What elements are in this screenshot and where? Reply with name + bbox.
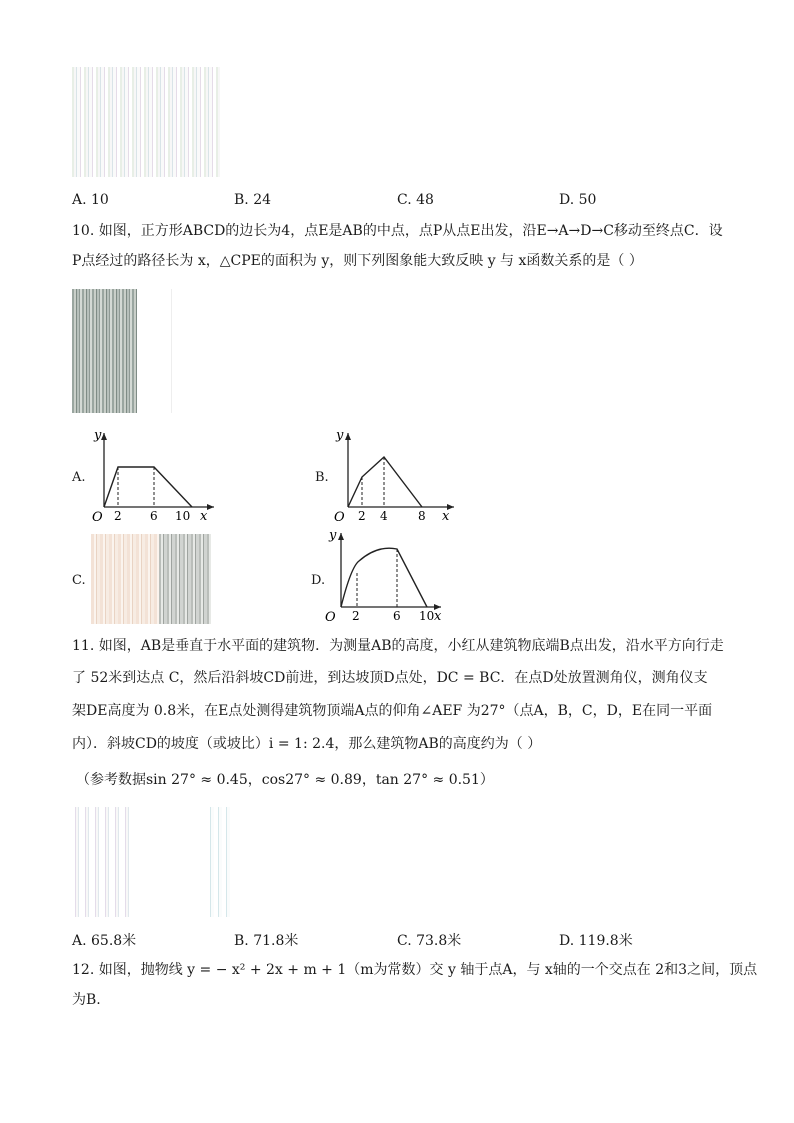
q12-text-line-1: 12. 如图，抛物线 y = − x² + 2x + m + 1（m为常数）交 y 轴于点A，与 x轴的一个交点在 2和3之间，顶点 — [72, 962, 758, 978]
q9-option-b[interactable]: B. 24 — [234, 192, 272, 208]
q10-option-a-label[interactable]: A. — [72, 470, 86, 485]
q11-option-a[interactable]: A. 65.8米 — [72, 933, 137, 949]
q11-reference-data: （参考数据sin 27° ≈ 0.45，cos27° ≈ 0.89，tan 27° ≈ 0.51） — [76, 772, 494, 788]
q10-text-line-2: P点经过的路径长为 x，△CPE的面积为 y，则下列图象能大致反映 y 与 x函数关系的是（ ） — [72, 253, 643, 269]
q10-option-c-label[interactable]: C. — [72, 573, 86, 588]
graph-d-tick-2: 2 — [352, 609, 360, 623]
graph-b-tick-8: 8 — [418, 509, 426, 523]
q11-text-line-2: 了 52米到达点 C，然后沿斜坡CD前进，到达坡顶D点处，DC = BC．在点D处放置测角仪，测角仪支 — [72, 670, 708, 686]
q9-option-d[interactable]: D. 50 — [559, 192, 597, 208]
q10-option-d-label[interactable]: D. — [311, 573, 326, 588]
q10-option-b-label[interactable]: B. — [315, 470, 329, 485]
q10-graph-d[interactable] — [323, 525, 448, 625]
graph-a-tick-2: 2 — [114, 509, 122, 523]
q10-figure-edge — [171, 289, 172, 413]
graph-a-tick-6: 6 — [150, 509, 158, 523]
q11-option-b[interactable]: B. 71.8米 — [234, 933, 299, 949]
graph-b-tick-4: 4 — [380, 509, 388, 523]
q11-figure — [72, 807, 134, 917]
q11-option-c[interactable]: C. 73.8米 — [397, 933, 462, 949]
q9-option-a[interactable]: A. 10 — [72, 192, 109, 208]
q10-figure — [72, 289, 137, 413]
q9-figure — [72, 67, 220, 177]
graph-d-origin: O — [325, 610, 336, 625]
q10-text-line-1: 10. 如图，正方形ABCD的边长为4，点E是AB的中点，点P从点E出发，沿E→A→D→C移动至终点C．设 — [72, 223, 723, 239]
q9-option-c[interactable]: C. 48 — [397, 192, 434, 208]
graph-b-origin: O — [334, 510, 345, 525]
q11-text-line-4: 内）．斜坡CD的坡度（或坡比）i = 1: 2.4，那么建筑物AB的高度约为（ ） — [72, 736, 542, 752]
graph-d-x-label: x — [434, 609, 442, 624]
q10-graph-c[interactable] — [91, 534, 159, 624]
q12-text-line-2: 为B. — [72, 992, 101, 1008]
graph-d-y-label: y — [329, 528, 337, 543]
graph-a-y-label: y — [94, 428, 102, 443]
q10-graph-b[interactable] — [330, 425, 460, 525]
graph-b-x-label: x — [442, 509, 450, 524]
graph-a-tick-10: 10 — [175, 509, 191, 523]
graph-a-x-label: x — [200, 509, 208, 524]
q10-graph-c-part — [159, 534, 211, 624]
graph-a-origin: O — [92, 510, 103, 525]
q10-graph-a[interactable] — [90, 425, 220, 525]
graph-b-y-label: y — [336, 428, 344, 443]
q11-text-line-1: 11. 如图，AB是垂直于水平面的建筑物．为测量AB的高度，小红从建筑物底端B点出发，沿水平方向行走 — [72, 638, 724, 654]
graph-b-tick-2: 2 — [358, 509, 366, 523]
q11-figure-part — [206, 807, 233, 917]
graph-d-tick-6: 6 — [393, 609, 401, 623]
q11-text-line-3: 架DE高度为 0.8米，在E点处测得建筑物顶端A点的仰角∠AEF 为27°（点A，B，C，D，E在同一平面 — [72, 703, 713, 719]
q11-option-d[interactable]: D. 119.8米 — [559, 933, 633, 949]
graph-d-tick-10: 10 — [419, 609, 435, 623]
